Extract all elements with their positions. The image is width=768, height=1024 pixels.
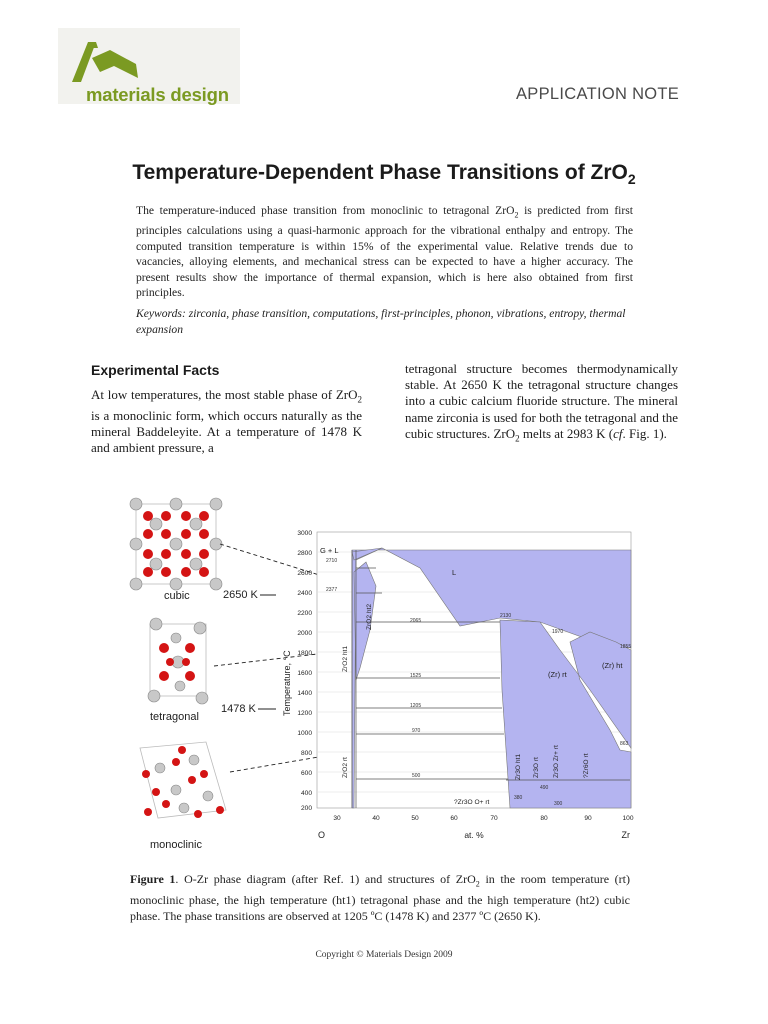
isotherm-label: 2130 <box>500 613 512 619</box>
figure-1 <box>120 490 650 850</box>
tetragonal-structure-image <box>148 618 208 704</box>
y-tick: 800 <box>300 750 312 757</box>
keywords: Keywords: zirconia, phase transition, computations, first-principles, phonon, vibrations, entropy, thermal expansion <box>136 307 626 336</box>
y-tick: 2200 <box>297 610 312 617</box>
page-title: Temperature-Dependent Phase Transitions of ZrO$_2$ <box>132 161 636 188</box>
label-liquid: L <box>452 568 457 577</box>
isotherm-label: 490 <box>540 785 549 791</box>
isotherm-label: 2065 <box>410 618 422 624</box>
x-tick: 30 <box>333 815 341 822</box>
y-tick: 2400 <box>297 590 312 597</box>
left-column-text: At low temperatures, the most stable phase of ZrO$_2$ is a monoclinic form, which occurs naturally as the mineral Baddeleyite. At a temperature of 1478 K and ambient pressure, a <box>91 387 362 456</box>
label-zro2-rt: ZrO2 rt <box>342 757 349 778</box>
isotherm-label: 1855 <box>620 644 632 650</box>
cubic-label: cubic <box>164 590 190 602</box>
copyright-footer: Copyright © Materials Design 2009 <box>315 950 453 960</box>
abstract: The temperature-induced phase transition from monoclinic to tetragonal ZrO$_2$ is predicted from first principles calculations using a quasi-harmonic approach for the vibrational enthalpy and entropy. The computed transition temperature is within 15% of the experimental value. Relative trends due to vacancies, alloying elements, and mechanical stress can be expected to have a higher accuracy. The present results show the importance of thermal expansion, which is here also obtained from first principles. <box>136 204 633 300</box>
label-zro2-ht2: ZrO2 ht2 <box>366 603 373 630</box>
x-tick: 40 <box>372 815 380 822</box>
isotherm-label: 863 <box>620 741 629 747</box>
phase-diagram <box>282 530 634 840</box>
isotherm-label: 2710 <box>326 558 338 564</box>
y-tick: 3000 <box>297 530 312 537</box>
label-zr3o-ht1: Zr3O ht1 <box>515 753 522 780</box>
logo-text: materials design <box>86 84 229 105</box>
isotherm-label: 1205 <box>410 703 422 709</box>
application-note-label: APPLICATION NOTE <box>516 85 680 103</box>
cubic-structure-image <box>130 498 222 590</box>
x-axis-label: at. % <box>464 830 484 840</box>
label-zro2-ht1: ZrO2 ht1 <box>342 645 349 672</box>
temperature-1478-label: 1478 K <box>221 703 256 715</box>
isotherm-label: 970 <box>412 728 421 734</box>
y-tick: 2000 <box>297 630 312 637</box>
x-tick: 100 <box>622 815 634 822</box>
x-tick: 50 <box>411 815 419 822</box>
isotherm-label: 1970 <box>552 629 564 635</box>
y-tick: 400 <box>300 790 312 797</box>
materials-design-logo-icon <box>66 30 146 86</box>
tetragonal-label: tetragonal <box>150 711 199 723</box>
y-tick: 200 <box>300 805 312 812</box>
y-tick: 1200 <box>297 710 312 717</box>
label-gas-liquid: G + L <box>320 546 339 555</box>
isotherm-label: 300 <box>554 801 563 807</box>
x-axis-left-label: O <box>318 830 326 840</box>
y-tick: 1800 <box>297 650 312 657</box>
isotherm-label: 2377 <box>326 587 338 593</box>
y-tick: 2800 <box>297 550 312 557</box>
y-tick: 1000 <box>297 730 312 737</box>
figure-caption: Figure 1. O-Zr phase diagram (after Ref. 1) and structures of ZrO$_2$ in the room temperature (rt) monoclinic phase, the high temperature (ht1) tetragonal phase and the high temperature (ht2) cubic phase. The phase transitions are observed at 1205 ºC (1478 K) and 2377 ºC (2650 K). <box>130 872 630 924</box>
x-tick: 80 <box>540 815 548 822</box>
x-tick: 70 <box>490 815 498 822</box>
isotherm-label: 380 <box>514 795 523 801</box>
label-zr3o-rt: Zr3O rt <box>533 757 540 778</box>
label-zr-ht: (Zr) ht <box>602 661 623 670</box>
monoclinic-structure-image <box>140 742 226 818</box>
y-tick: 600 <box>300 770 312 777</box>
isotherm-label: 1525 <box>410 673 422 679</box>
monoclinic-label: monoclinic <box>150 839 202 850</box>
x-tick: 90 <box>584 815 592 822</box>
temperature-2650-label: 2650 K <box>223 589 258 601</box>
x-tick: 60 <box>450 815 458 822</box>
y-tick: 1600 <box>297 670 312 677</box>
section-heading: Experimental Facts <box>91 362 220 378</box>
isotherm-label: 500 <box>412 773 421 779</box>
y-tick: 1400 <box>297 690 312 697</box>
label-zr6o-rt: ?Zr6O rt <box>583 753 590 778</box>
label-zr-rt: (Zr) rt <box>548 670 567 679</box>
right-column-text: tetragonal structure becomes thermodynamically stable. At 2650 K the tetragonal structure changes into a cubic calcium fluoride structure. The mineral name zirconia is used for both the tetragonal and the cubic structures. ZrO$_2$ melts at 2983 K (cf. Fig. 1). <box>405 361 678 444</box>
x-axis-right-label: Zr <box>621 830 630 840</box>
y-tick: 2600 <box>297 570 312 577</box>
label-zr3o-zr-rt: Zr3O Zr+ rt <box>553 745 560 778</box>
label-zr3o-o-rt: ?Zr3O O+ rt <box>454 799 490 806</box>
y-axis-label: Temperature, °C <box>282 650 292 716</box>
